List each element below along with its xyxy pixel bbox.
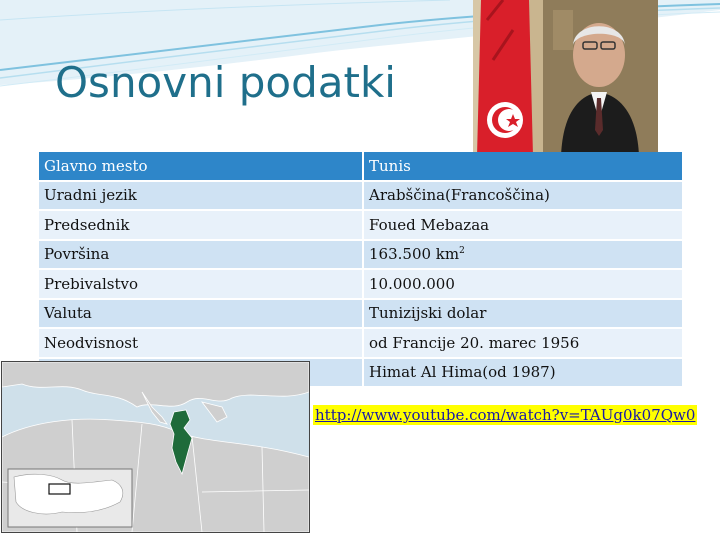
table-cell-label: Neodvisnost (39, 328, 363, 358)
president-photo (473, 0, 658, 156)
area-value: 163.500 km (369, 245, 460, 264)
table-cell-value: Himat Al Hima(od 1987) (363, 358, 683, 388)
table-cell-value (363, 240, 683, 270)
table-cell-label: Površina (39, 240, 363, 270)
table-row (39, 299, 683, 329)
table-row (39, 269, 683, 299)
tunisia-locator-map (1, 361, 310, 533)
table-cell-label: Uradni jezik (39, 181, 363, 211)
table-cell-value: od Francije 20. marec 1956 (363, 328, 683, 358)
table-cell-label: Valuta (39, 299, 363, 329)
table-cell-label: Prebivalstvo (39, 269, 363, 299)
table-cell-value: 10.000.000 (363, 269, 683, 299)
table-cell-value: Foued Mebazaa (363, 210, 683, 240)
table-row (39, 328, 683, 358)
table-cell-label: Glavno mesto (39, 152, 363, 181)
table-row (39, 240, 683, 270)
table-cell-value: Arabščina(Francoščina) (363, 181, 683, 211)
table-cell-value: Tunizijski dolar (363, 299, 683, 329)
youtube-link[interactable]: http://www.youtube.com/watch?v=TAUg0k07Qw0 (315, 406, 696, 424)
slide-title: Osnovni podatki (55, 58, 396, 107)
table-cell-label: Predsednik (39, 210, 363, 240)
table-row (39, 152, 683, 181)
table-cell-value: Tunis (363, 152, 683, 181)
basic-facts-table (39, 152, 684, 388)
area-unit-superscript: 2 (459, 246, 465, 257)
table-row (39, 210, 683, 240)
tunisian-flag-icon (477, 0, 533, 156)
table-row (39, 181, 683, 211)
